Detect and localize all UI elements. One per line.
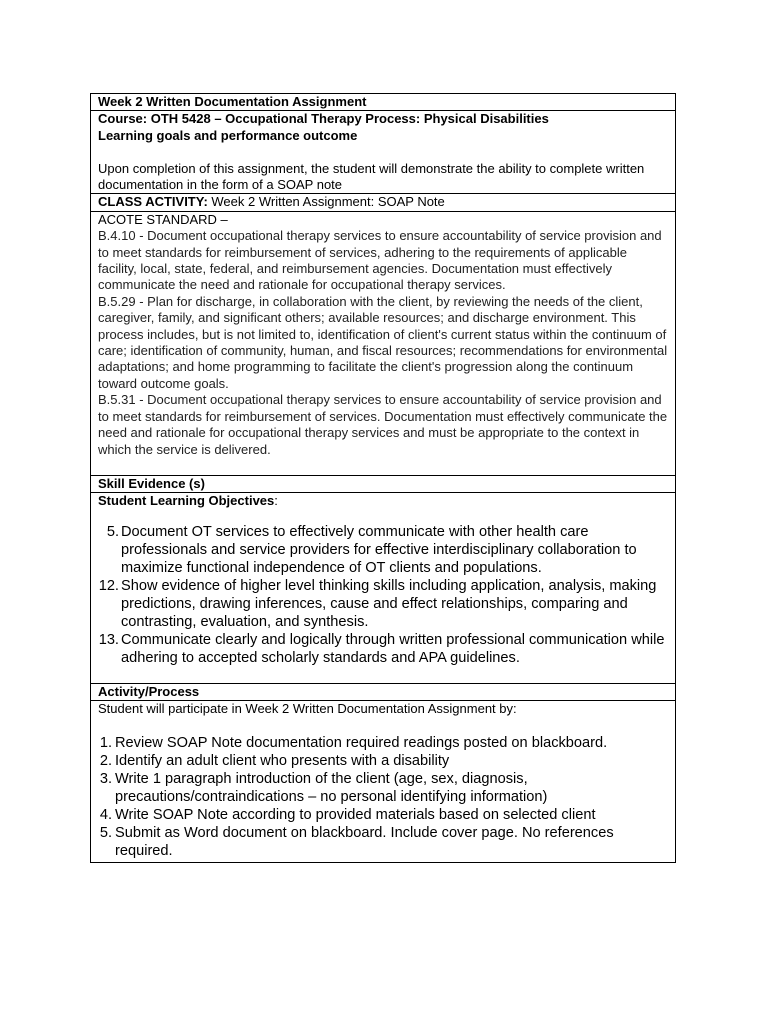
activity-text: Write SOAP Note according to provided materials based on selected client (115, 806, 596, 823)
assignment-title: Week 2 Written Documentation Assignment (90, 93, 676, 111)
activity-text: Submit as Word document on blackboard. Include cover page. No references required. (115, 824, 614, 859)
objectives-heading: Student Learning Objectives (98, 493, 275, 509)
activity-item (98, 752, 668, 770)
activity-item (98, 806, 668, 824)
objective-text: Document OT services to effectively communicate with other health care professionals and service providers for effective interdisciplinary collaboration to maximize functional independence of OT clients and populations. (121, 523, 637, 576)
acote-standards-cell (90, 212, 676, 476)
standard-b-5-31: B.5.31 - Document occupational therapy services to ensure accountability of service provision and to meet standards for reimbursement of services. Documentation must effectively communicate the need and rationale for occupational therapy services and must be appropriate to the context in which the service is delivered. (98, 392, 668, 457)
objectives-cell (90, 493, 676, 683)
activity-item (98, 824, 668, 860)
activity-text: Identify an adult client who presents with a disability (115, 752, 450, 769)
standard-b-5-29: B.5.29 - Plan for discharge, in collaboration with the client, by reviewing the needs of the client, caregiver, family, and significant others; available resources; and discharge environment. This process includes, but is not limited to, identification of client's current status within the continuum of care; identification of community, human, and fiscal resources; recommendations for environmental adaptations; and home programming to facilitate the client's progression along the continuum toward outcome goals. (98, 293, 668, 391)
course-name: Course: OTH 5428 – Occupational Therapy Process: Physical Disabilities (98, 111, 549, 127)
activity-number: 3. (99, 770, 112, 787)
standard-b-4-10: B.4.10 - Document occupational therapy services to ensure accountability of service provision and to meet standards for reimbursement of services, adhering to the requirements of applicable facility, local, state, federal, and reimbursement agencies. Documentation must effectively communicate the need and rationale for occupational therapy services. (98, 228, 662, 293)
objective-item (98, 577, 668, 631)
activity-cell (90, 701, 676, 862)
activity-item (98, 770, 668, 806)
objective-text: Communicate clearly and logically through written professional communication while adhering to accepted scholarly standards and APA guidelines. (121, 631, 665, 666)
objectives-list (98, 523, 668, 667)
acote-heading: ACOTE STANDARD – (98, 211, 228, 227)
activity-number: 1. (99, 734, 112, 751)
objective-number: 5. (106, 523, 119, 540)
class-activity-value: Week 2 Written Assignment: SOAP Note (207, 194, 445, 210)
objective-number: 13. (98, 631, 119, 648)
activity-list (98, 734, 668, 860)
activity-intro: Student will participate in Week 2 Written Documentation Assignment by: (98, 701, 517, 717)
activity-number: 4. (99, 806, 112, 823)
goals-text: Upon completion of this assignment, the student will demonstrate the ability to complete written documentation in the form of a SOAP note (98, 160, 645, 193)
activity-number: 5. (99, 824, 112, 841)
objective-text: Show evidence of higher level thinking skills including application, analysis, making predictions, drawing inferences, cause and effect relationships, comparing and contrasting, evaluation, and synthesis. (121, 577, 657, 630)
objective-item (98, 523, 668, 577)
goals-heading: Learning goals and performance outcome (98, 127, 358, 143)
activity-number: 2. (99, 752, 112, 769)
objective-item (98, 631, 668, 667)
skill-evidence-heading: Skill Evidence (s) (90, 476, 676, 493)
activity-item (98, 734, 668, 752)
activity-text: Review SOAP Note documentation required readings posted on blackboard. (115, 734, 608, 751)
activity-heading: Activity/Process (90, 684, 676, 701)
objective-number: 12. (98, 577, 119, 594)
class-activity-row (90, 194, 676, 211)
assignment-table (90, 93, 676, 863)
class-activity-label: CLASS ACTIVITY: (98, 194, 208, 210)
activity-text: Write 1 paragraph introduction of the client (age, sex, diagnosis, precautions/contraindications – no personal identifying information) (115, 770, 548, 805)
course-goals-cell (90, 111, 676, 194)
objectives-colon: : (274, 493, 278, 509)
